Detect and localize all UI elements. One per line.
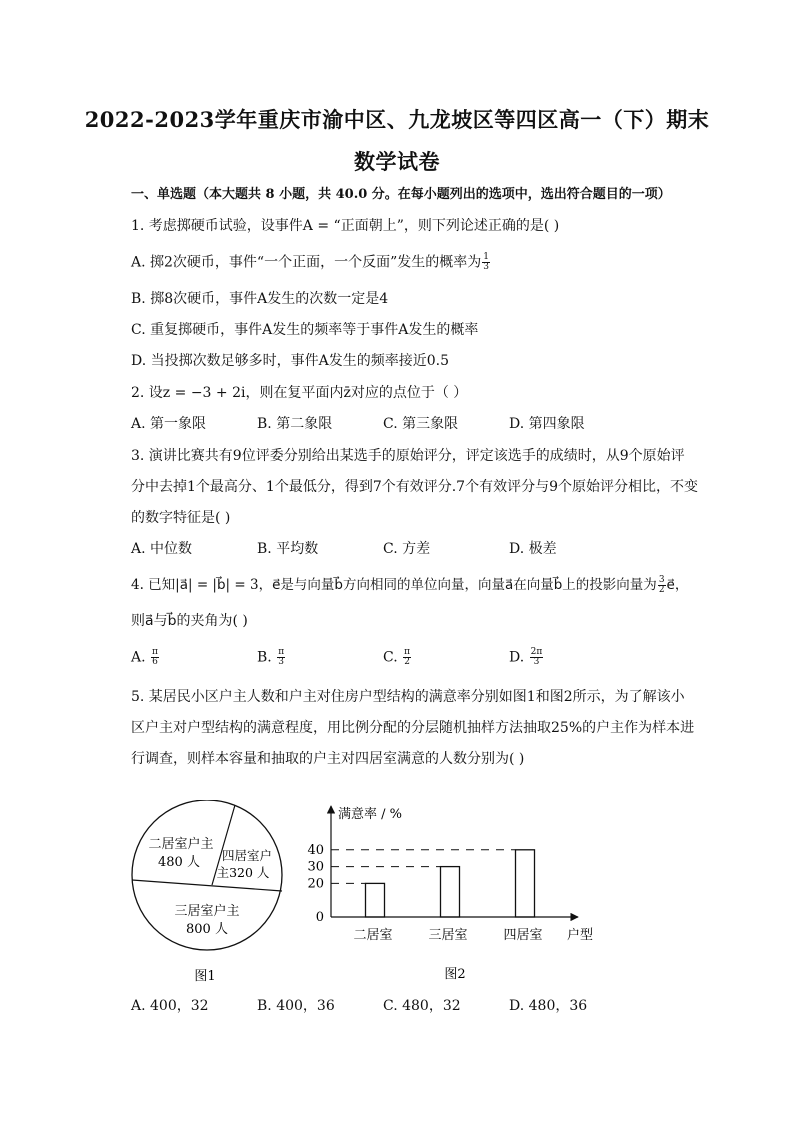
y-tick-label: 40 [307, 842, 324, 858]
fraction [482, 253, 490, 272]
question-4-text: 4. 已知|a⃗| = |b⃗| = 3，e⃗是与向量b⃗方向相同的单位向量，向量a⃗在向量b⃗上的投影向量为 [131, 577, 657, 593]
fraction [658, 576, 666, 595]
y-tick-label: 20 [307, 876, 324, 892]
question-4-option-c [383, 648, 412, 667]
fraction-numerator: 2π [530, 647, 543, 657]
option-label: C. [383, 649, 398, 666]
fraction-numerator: π [404, 647, 411, 657]
question-5-line-3: 行调查，则样本容量和抽取的户主对四居室满意的人数分别为( ) [131, 751, 525, 767]
x-tick-label: 二居室 [353, 928, 393, 943]
y-tick-label: 0 [315, 910, 324, 925]
question-5-option-a: A. 400，32 [131, 998, 209, 1014]
question-5-option-d: D. 480，36 [509, 998, 588, 1014]
question-3-line-1: 3. 演讲比赛共有9位评委分别给出某选手的原始评分，评定该选手的成绩时，从9个原始评 [131, 448, 685, 464]
section-heading: 一、单选题（本大题共 8 小题，共 40.0 分。在每小题列出的选项中，选出符合题目的一项） [131, 187, 671, 202]
bar-1 [366, 883, 385, 917]
option-label: A. [131, 649, 146, 666]
fraction [277, 648, 285, 667]
pie-label-seg2-line1: 四居室户 [221, 848, 273, 863]
question-4-option-b [257, 648, 286, 667]
fraction-numerator: 3 [658, 575, 665, 585]
question-1-option-c: C. 重复掷硬币，事件A发生的频率等于事件A发生的概率 [131, 322, 479, 338]
question-3-line-3: 的数字特征是( ) [131, 510, 231, 526]
question-2-option-d: D. 第四象限 [509, 416, 585, 432]
question-1-option-b: B. 掷8次硬币，事件A发生的次数一定是4 [131, 291, 389, 307]
question-2-option-a: A. 第一象限 [131, 416, 207, 432]
question-5-line-1: 5. 某居民小区户主人数和户主对住房户型结构的满意率分别如图1和图2所示，为了解该小 [131, 689, 685, 705]
pie-label-seg3-line1: 三居室户主 [174, 904, 240, 919]
title-line-2: 数学试卷 [354, 149, 440, 174]
fraction [151, 648, 159, 667]
pie-label-seg3-line2: 800 人 [186, 922, 228, 937]
question-3-option-c: C. 方差 [383, 541, 431, 557]
fraction-numerator: π [278, 647, 285, 657]
question-1-option-d: D. 当投掷次数足够多时，事件A发生的频率接近0.5 [131, 353, 449, 369]
question-2-option-b: B. 第二象限 [257, 416, 333, 432]
figure-1-caption: 图1 [194, 969, 216, 984]
x-tick-label: 三居室 [428, 928, 468, 943]
pie-label-seg1-line2: 480 人 [158, 855, 200, 870]
fraction-numerator: 1 [483, 252, 489, 262]
bar-3 [516, 850, 535, 917]
bar-2 [441, 867, 460, 917]
figure-2-caption: 图2 [444, 967, 466, 982]
fraction-denominator: 3 [278, 657, 285, 667]
question-3-line-2: 分中去掉1个最高分、1个最低分，得到7个有效评分.7个有效评分与9个原始评分相比，不变 [131, 479, 698, 495]
fraction-denominator: 2 [658, 585, 665, 595]
pie-label-seg1-line1: 二居室户主 [148, 837, 214, 852]
fraction [530, 648, 544, 667]
question-1-stem: 1. 考虑掷硬币试验，设事件A = “正面朝上”，则下列论述正确的是( ) [131, 218, 560, 234]
y-tick-label: 30 [307, 859, 324, 875]
question-3-option-b: B. 平均数 [257, 541, 319, 557]
question-4-text-tail: e⃗， [666, 577, 689, 593]
fraction [403, 648, 411, 667]
question-4-line-2: 则a⃗与b⃗的夹角为( ) [131, 613, 248, 629]
x-axis-label: 户型 [566, 928, 594, 943]
pie-divider-1 [132, 880, 282, 891]
fraction-numerator: π [152, 647, 158, 657]
question-4-line-1 [131, 576, 688, 595]
question-5-line-2: 区户主对户型结构的满意程度，用比例分配的分层随机抽样方法抽取25%的户主作为样本进 [131, 720, 695, 736]
question-5-option-b: B. 400，36 [257, 998, 335, 1014]
question-1-option-a [131, 253, 491, 272]
question-3-option-a: A. 中位数 [131, 541, 193, 557]
fraction-denominator: 6 [152, 657, 158, 667]
fraction-denominator: 3 [533, 657, 540, 667]
option-a-text: A. 掷2次硬币，事件“一个正面，一个反面”发生的概率为 [131, 254, 482, 271]
question-3-option-d: D. 极差 [509, 541, 557, 557]
question-2-stem: 2. 设z = −3 + 2i，则在复平面内z̄对应的点位于（ ） [131, 385, 468, 401]
y-axis-label: 满意率 / % [338, 807, 402, 822]
x-tick-label: 四居室 [503, 928, 543, 943]
option-label: B. [257, 649, 272, 666]
title-line-1: 2022-2023学年重庆市渝中区、九龙坡区等四区高一（下）期末 [84, 107, 710, 132]
figure-2-bar-chart [300, 800, 620, 985]
fraction-denominator: 3 [483, 262, 489, 272]
question-5-option-c: C. 480，32 [383, 998, 461, 1014]
fraction-denominator: 2 [404, 657, 410, 667]
question-2-option-c: C. 第三象限 [383, 416, 459, 432]
figure-1-pie-chart [125, 800, 295, 990]
question-4-option-a [131, 648, 160, 667]
pie-label-seg2-line2: 主320 人 [216, 865, 270, 880]
option-label: D. [509, 649, 525, 666]
question-4-option-d [509, 648, 544, 667]
